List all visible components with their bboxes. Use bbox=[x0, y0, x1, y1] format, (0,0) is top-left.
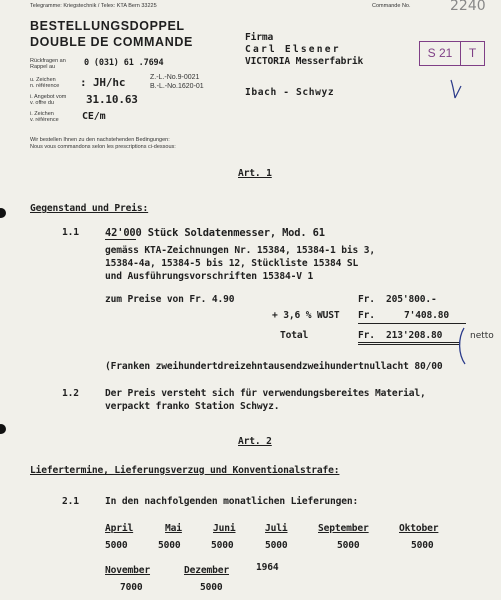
ihre-zeichen-value: CE/m bbox=[82, 111, 106, 122]
title-de: BESTELLUNGSDOPPEL bbox=[30, 19, 185, 33]
month-mai: Mai bbox=[165, 523, 182, 534]
month-dezember: Dezember bbox=[184, 565, 230, 576]
recipient-place: Ibach - Schwyz bbox=[245, 87, 335, 98]
month-april: April bbox=[105, 523, 134, 534]
ihre-zeichen-label-1: i. Zeichen bbox=[30, 111, 54, 117]
wust-currency: Fr. bbox=[358, 310, 375, 321]
art1-heading: Art. 1 bbox=[238, 168, 272, 179]
spec-line-3: und Ausführungsvorschriften 15384-V 1 bbox=[105, 271, 314, 282]
firma-label: Firma bbox=[245, 32, 274, 43]
qty-mai: 5000 bbox=[158, 540, 181, 551]
qty-november: 7000 bbox=[120, 582, 143, 593]
bl-number: B.-L.-No.1620-01 bbox=[150, 83, 204, 90]
conditions-fr: Nous vous commandons selon les prescriptions ci-dessous: bbox=[30, 144, 176, 150]
month-november: November bbox=[105, 565, 151, 576]
subtotal-currency: Fr. bbox=[358, 294, 375, 305]
month-september: September bbox=[318, 523, 369, 534]
spec-line-2: 15384-4a, 15384-5 bis 12, Stückliste 15384 SL bbox=[105, 258, 359, 269]
total-currency: Fr. bbox=[358, 330, 375, 341]
unit-price: zum Preise von Fr. 4.90 bbox=[105, 294, 235, 305]
item-1-2-line-1: Der Preis versteht sich für verwendungsbereites Material, bbox=[105, 388, 426, 399]
ihre-zeichen-label-2: v. référence bbox=[30, 117, 59, 123]
title-fr: DOUBLE DE COMMANDE bbox=[30, 35, 193, 49]
angebot-label-2: v. offre du bbox=[30, 100, 54, 106]
item-1-1-qty-underline bbox=[105, 239, 136, 240]
punch-hole bbox=[0, 208, 6, 218]
zeichen-label-2: n. référence bbox=[30, 83, 60, 89]
pen-bracket-mark bbox=[456, 326, 468, 366]
conditions-de: Wir bestellen Ihnen zu den nachstehenden Bedingungen: bbox=[30, 137, 170, 143]
amount-in-words: (Franken zweihundertdreizehntausendzweihundertnullacht 80/00 bbox=[105, 361, 443, 372]
department-stamp bbox=[419, 41, 485, 66]
angebot-label-1: i. Angebot vom bbox=[30, 94, 67, 100]
punch-hole bbox=[0, 424, 6, 434]
item-1-1-title bbox=[105, 227, 325, 239]
telegram-line: Telegramme: Kriegstechnik / Telex: KTA Bern 33225 bbox=[30, 3, 157, 9]
commande-no-value: 2240 bbox=[450, 0, 486, 14]
wust-underline bbox=[358, 323, 466, 324]
art2-heading: Art. 2 bbox=[238, 436, 272, 447]
qty-september: 5000 bbox=[337, 540, 360, 551]
total-label: Total bbox=[280, 330, 309, 341]
wust-value: 7'408.80 bbox=[404, 310, 450, 321]
qty-dezember: 5000 bbox=[200, 582, 223, 593]
month-juli: Juli bbox=[265, 523, 288, 534]
art1-section-title: Gegenstand und Preis: bbox=[30, 203, 149, 214]
total-double-underline bbox=[358, 342, 460, 345]
total-value: 213'208.80 bbox=[386, 330, 443, 341]
zl-number: Z.-L.-No.9-0021 bbox=[150, 74, 200, 81]
item-2-1-text: In den nachfolgenden monatlichen Lieferungen: bbox=[105, 496, 359, 507]
qty-oktober: 5000 bbox=[411, 540, 434, 551]
wust-text: + 3,6 % WUST bbox=[272, 310, 340, 321]
stamp-left: S 21 bbox=[427, 46, 453, 60]
item-1-1-number: 1.1 bbox=[62, 227, 79, 238]
item-1-2-line-2: verpackt franko Station Schwyz. bbox=[105, 401, 280, 412]
spec-line-1: gemäss KTA-Zeichnungen Nr. 15384, 15384-1 bis 3, bbox=[105, 245, 376, 256]
item-1-1-title-text: 42'000 Stück Soldatenmesser, Mod. 61 bbox=[105, 227, 325, 239]
item-1-2-number: 1.2 bbox=[62, 388, 79, 399]
art2-section-title: Liefertermine, Lieferungsverzug und Konventionalstrafe: bbox=[30, 465, 340, 476]
recipient-name: Carl Elsener bbox=[245, 44, 341, 55]
pen-check-mark bbox=[448, 78, 462, 100]
stamp-right: T bbox=[468, 46, 477, 60]
qty-juli: 5000 bbox=[265, 540, 288, 551]
delivery-year: 1964 bbox=[256, 562, 279, 573]
zeichen-label-1: u. Zeichen bbox=[30, 77, 56, 83]
commande-no-label: Commande No. bbox=[372, 3, 411, 9]
recipient-company: VICTORIA Messerfabrik bbox=[245, 56, 364, 67]
item-2-1-number: 2.1 bbox=[62, 496, 79, 507]
month-juni: Juni bbox=[213, 523, 236, 534]
subtotal-value: 205'800.- bbox=[386, 294, 437, 305]
netto-label: netto bbox=[470, 331, 494, 341]
zeichen-value: : JH/hc bbox=[80, 76, 126, 89]
angebot-date: 31.10.63 bbox=[86, 93, 138, 106]
rueckfragen-label-2: Rappel au bbox=[30, 64, 56, 70]
phone-number: 0 (031) 61 .7694 bbox=[84, 58, 164, 68]
month-oktober: Oktober bbox=[399, 523, 439, 534]
rueckfragen-label-1: Rückfragen an bbox=[30, 58, 66, 64]
qty-april: 5000 bbox=[105, 540, 128, 551]
qty-juni: 5000 bbox=[211, 540, 234, 551]
